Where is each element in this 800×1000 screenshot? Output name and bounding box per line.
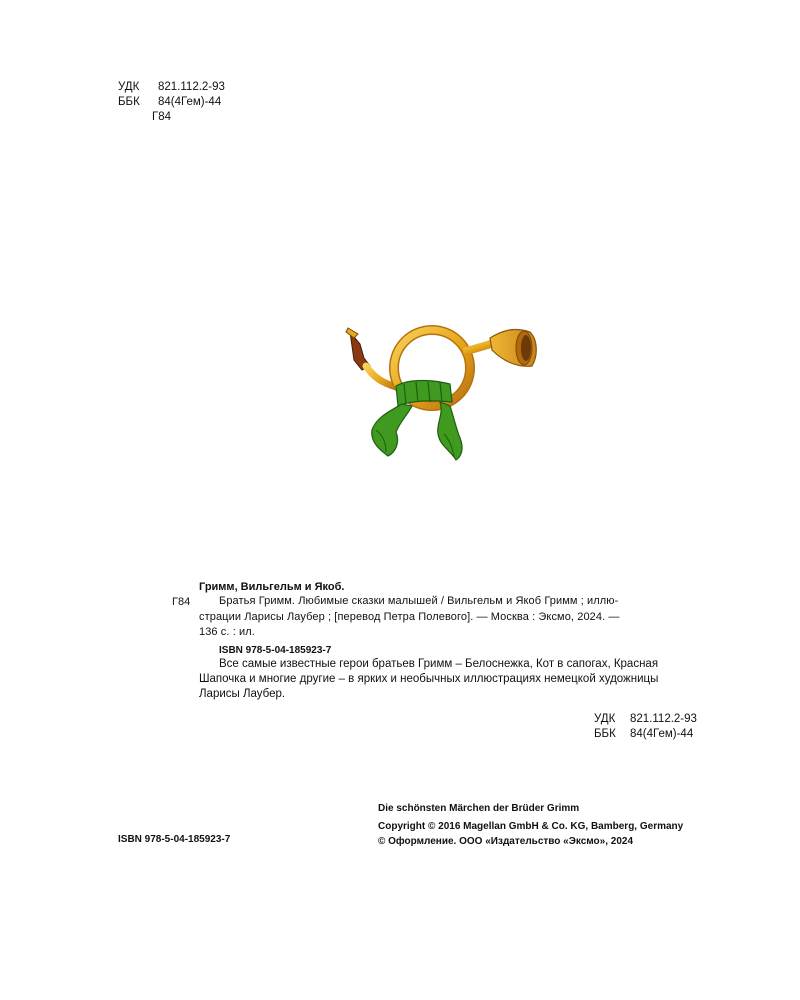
bbk-line — [118, 94, 221, 110]
card-udk-label: УДК — [594, 713, 616, 725]
bbk-label: ББК — [118, 96, 140, 108]
card-bbk-value: 84(4Гем)-44 — [630, 728, 694, 740]
annotation-line-2: Шапочка и многие другие – в ярких и необычных иллюстрациях немецкой художницы — [199, 673, 659, 685]
card-udk-line — [594, 711, 697, 727]
description-line-1: Братья Гримм. Любимые сказки малышей / Вильгельм и Якоб Гримм ; иллю- — [219, 595, 619, 607]
card-author: Гримм, Вильгельм и Якоб. — [199, 581, 345, 593]
card-bbk-label: ББК — [594, 728, 616, 740]
author-code: Г84 — [152, 111, 172, 123]
udk-line — [118, 79, 225, 95]
annotation-line-1: Все самые известные герои братьев Гримм – Белоснежка, Кот в сапогах, Красная — [219, 658, 659, 670]
card-author-code: Г84 — [172, 596, 191, 608]
isbn-bottom: ISBN 978-5-04-185923-7 — [118, 834, 231, 845]
card-description — [199, 594, 717, 641]
udk-label: УДК — [118, 81, 140, 93]
udk-value: 821.112.2-93 — [158, 81, 225, 93]
card-annotation — [199, 657, 719, 702]
post-horn-icon — [340, 322, 540, 467]
copyright-design: © Оформление. ООО «Издательство «Эксмо», 2024 — [378, 836, 634, 847]
card-bbk-line — [594, 726, 693, 742]
copyright-original: Copyright © 2016 Magellan GmbH & Co. KG, Bamberg, Germany — [378, 821, 684, 832]
description-line-3: 136 с. : ил. — [199, 626, 255, 638]
bbk-value: 84(4Гем)-44 — [158, 96, 222, 108]
card-udk-value: 821.112.2-93 — [630, 713, 697, 725]
card-isbn: ISBN 978-5-04-185923-7 — [219, 645, 332, 656]
annotation-line-3: Ларисы Лаубер. — [199, 688, 286, 700]
original-title: Die schönsten Märchen der Brüder Grimm — [378, 803, 580, 814]
description-line-2: страции Ларисы Лаубер ; [перевод Петра Полевого]. — Москва : Эксмо, 2024. — — [199, 610, 620, 623]
